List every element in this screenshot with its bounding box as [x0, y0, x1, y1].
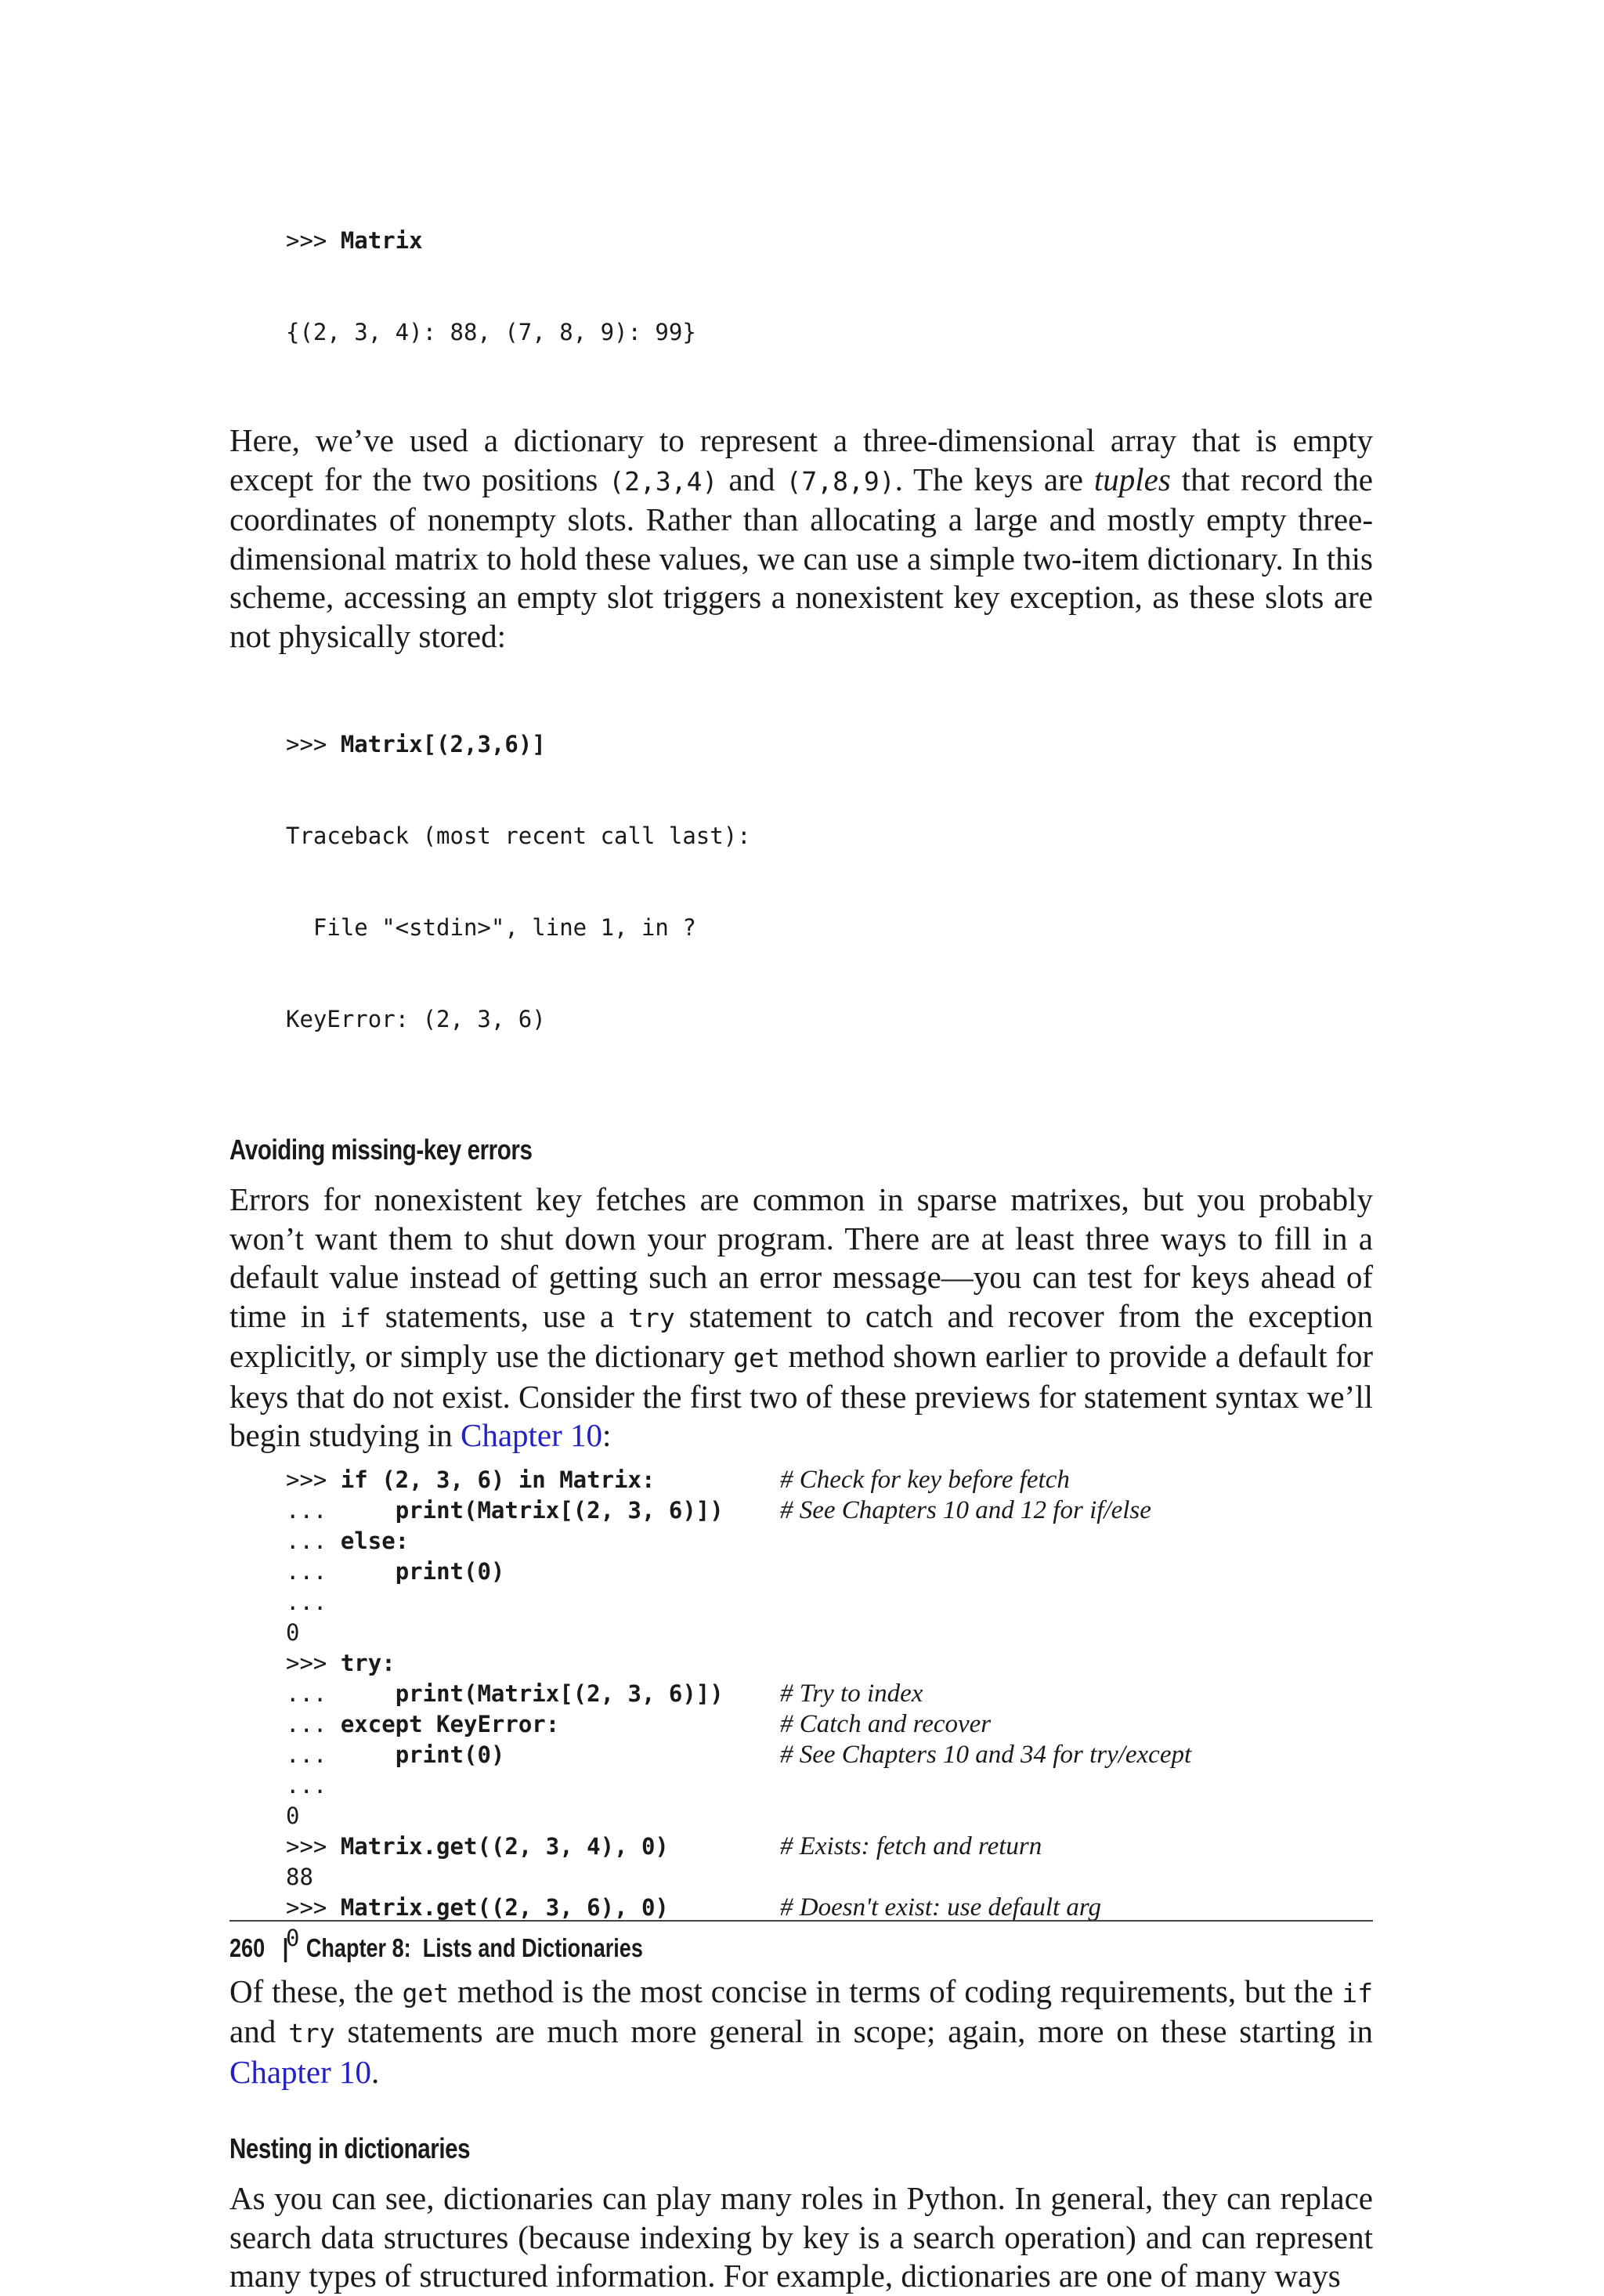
code-command: print(Matrix[(2, 3, 6)]) [395, 1680, 724, 1707]
code-prompt: ... [286, 1771, 327, 1799]
code-command: except KeyError: [340, 1710, 560, 1737]
emphasis: tuples [1093, 461, 1171, 497]
text-run: Here, we’ve used a dictionary to represent a three-dimensional array that is empty except for the two positions [229, 422, 1373, 497]
text-run: method is the most concise in terms of coding requirements, but the [449, 1972, 1342, 2009]
code-line [286, 1862, 1373, 1893]
code-output: Traceback (most recent call last): [286, 823, 751, 849]
inline-code: if [339, 1302, 371, 1333]
code-line [286, 1893, 1373, 1923]
page-footer [229, 1933, 643, 1963]
code-output: {(2, 3, 4): 88, (7, 8, 9): 99} [286, 319, 696, 345]
code-command: else: [340, 1527, 410, 1554]
code-line [286, 913, 1373, 943]
code-command: print(0) [395, 1557, 505, 1585]
text-run: and [229, 2013, 289, 2049]
code-prompt: 0 [286, 1618, 300, 1646]
code-prompt: >>> [286, 731, 341, 757]
code-prompt: 88 [286, 1863, 313, 1890]
code-command: print(0) [395, 1741, 505, 1768]
code-command: Matrix.get((2, 3, 4), 0) [340, 1832, 669, 1860]
code-line [286, 1618, 1373, 1648]
chapter-link[interactable]: Chapter 10 [460, 1417, 603, 1453]
code-block-keyerror [286, 668, 1373, 1096]
text-run: statements, use a [370, 1297, 629, 1334]
code-line [286, 1495, 1373, 1526]
code-line [286, 729, 1373, 760]
footer-chapter-title: Chapter 8: Lists and Dictionaries [305, 1933, 643, 1962]
code-prompt: ... [286, 1588, 327, 1615]
code-line [286, 1587, 1373, 1618]
code-prompt: ... [286, 1496, 396, 1524]
code-line [286, 1004, 1373, 1035]
page-number: 260 [229, 1933, 266, 1962]
code-line [286, 1709, 1373, 1740]
section-heading: Avoiding missing-key errors [229, 1134, 533, 1166]
code-line [286, 1465, 1373, 1495]
text-run: statement to catch and recover from the exception explicitly, or simply use the dictionary [229, 1297, 1374, 1374]
code-line [286, 1831, 1373, 1862]
code-prompt: >>> [286, 1649, 341, 1676]
code-output: KeyError: (2, 3, 6) [286, 1006, 546, 1032]
code-comment: # Catch and recover [780, 1709, 992, 1738]
code-block-matrix [286, 165, 1373, 409]
code-prompt: ... [286, 1557, 396, 1585]
code-command: Matrix.get((2, 3, 6), 0) [340, 1893, 669, 1921]
code-line [286, 821, 1373, 852]
code-command: try: [340, 1649, 396, 1676]
code-line [286, 317, 1373, 348]
inline-code: get [402, 1977, 450, 2009]
text-run: . The keys are [894, 461, 1094, 497]
paragraph-sparse-matrix [229, 421, 1373, 656]
text-run: Errors for nonexistent key fetches are common in sparse matrixes, but you probably won’t want them to shut down your program. There are at least three ways to fill in a default value instead of getting such an error message—you can test for keys ahead of time in [229, 1181, 1373, 1334]
chapter-link[interactable]: Chapter 10 [229, 2053, 372, 2090]
code-output: File "<stdin>", line 1, in ? [286, 914, 696, 941]
code-command: if (2, 3, 6) in Matrix: [340, 1466, 656, 1493]
text-run: method shown earlier to provide a default for keys that do not exist. Consider the first two of these previews for statement syntax we’ll begin studying in [229, 1338, 1373, 1453]
text-run: that record the coordinates of nonempty slots. Rather than allocating a large and mostly empty three-dimensional matrix to hold these values, we can use a simple two-item dictionary. In this scheme, accessing an empty slot triggers a nonexistent key exception, as these slots are not physically stored: [229, 461, 1373, 654]
code-line [286, 1740, 1373, 1770]
code-command: Matrix [340, 227, 423, 254]
paragraph-missing-key [229, 1181, 1373, 1455]
inline-code: if [1342, 1977, 1374, 2009]
inline-code: (2,3,4) [609, 465, 718, 497]
code-command: Matrix[(2,3,6)] [340, 731, 546, 757]
inline-code: get [733, 1343, 780, 1373]
code-comment: # Check for key before fetch [780, 1465, 1070, 1494]
code-comment: # Doesn't exist: use default arg [780, 1893, 1102, 1922]
code-comment: # Try to index [780, 1679, 923, 1708]
inline-code: try [628, 1302, 675, 1333]
code-comment: # See Chapters 10 and 34 for try/except [780, 1740, 1192, 1769]
inline-code: (7,8,9) [786, 465, 895, 497]
code-line [286, 1801, 1373, 1831]
code-line [286, 1770, 1373, 1801]
text-run: . [371, 2053, 380, 2090]
text-run: Of these, the [229, 1972, 403, 2009]
code-prompt: >>> [286, 1893, 341, 1921]
code-prompt: ... [286, 1710, 341, 1737]
section-heading: Nesting in dictionaries [229, 2132, 471, 2164]
text-run: and [717, 461, 786, 497]
code-comment: # Exists: fetch and return [780, 1831, 1042, 1860]
code-prompt: >>> [286, 227, 341, 254]
page-content [229, 165, 1373, 2296]
footer-rule [229, 1920, 1373, 1922]
text-run: statements are much more general in scope; again, more on these starting in [334, 2013, 1373, 2049]
code-line [286, 1648, 1373, 1679]
code-line [286, 226, 1373, 256]
code-line [286, 1557, 1373, 1587]
paragraph-nesting: As you can see, dictionaries can play many roles in Python. In general, they can replace search data structures (because indexing by key is a search operation) and can represent many types of structured information. For example, dictionaries are one of many ways [229, 2180, 1373, 2294]
code-prompt: >>> [286, 1832, 341, 1860]
code-prompt: ... [286, 1741, 396, 1768]
code-line [286, 1526, 1373, 1557]
inline-code: try [288, 2018, 335, 2048]
paragraph-get-method [229, 1972, 1373, 2092]
text-run: : [602, 1417, 612, 1453]
code-prompt: 0 [286, 1802, 300, 1829]
footer-separator: | [282, 1933, 289, 1962]
code-prompt: ... [286, 1527, 341, 1554]
code-prompt: 0 [286, 1924, 300, 1951]
code-command: print(Matrix[(2, 3, 6)]) [395, 1496, 724, 1524]
code-line [286, 1679, 1373, 1709]
code-block-default-values [286, 1465, 1373, 1954]
code-prompt: ... [286, 1680, 396, 1707]
code-comment: # See Chapters 10 and 12 for if/else [780, 1495, 1151, 1524]
code-prompt: >>> [286, 1466, 341, 1493]
